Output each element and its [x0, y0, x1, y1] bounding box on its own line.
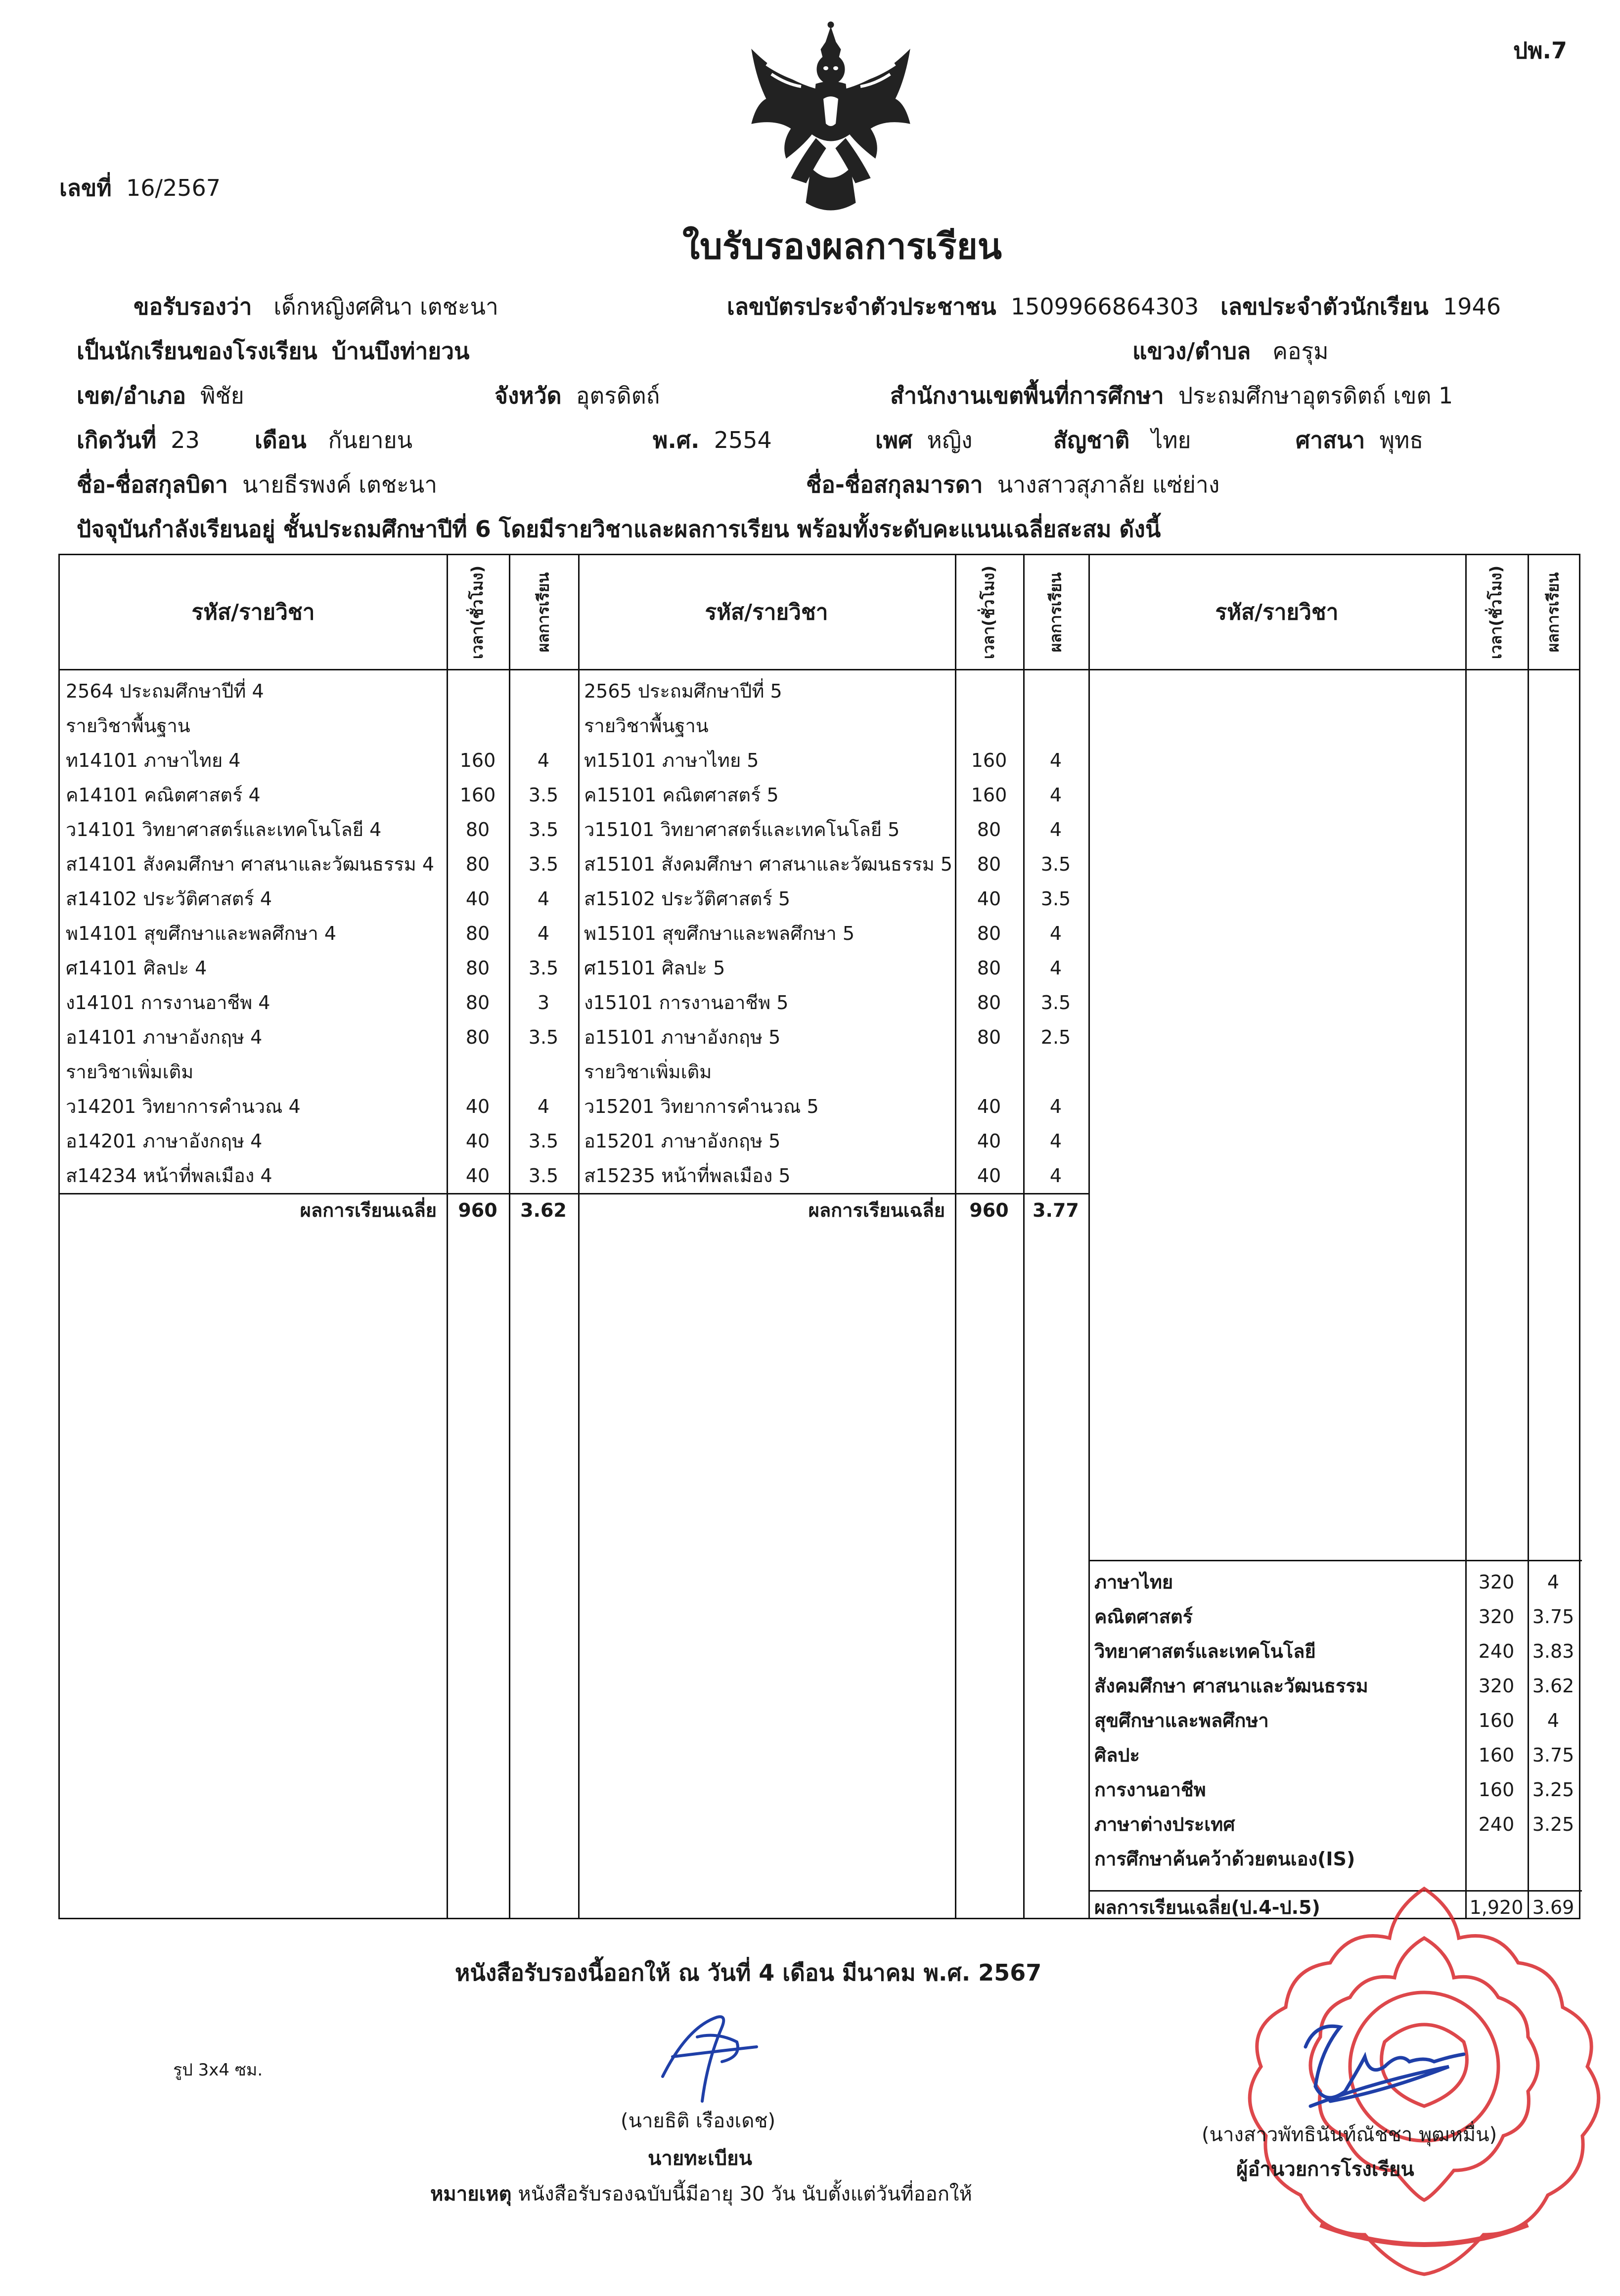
subject-grade: 4: [1049, 750, 1062, 771]
subject-name: 2564 ประถมศึกษาปีที่ 4: [66, 680, 264, 702]
subject-name: รายวิชาพื้นฐาน: [66, 715, 190, 737]
summary-row: [1088, 1599, 1579, 1634]
subject-name: ง15101 การงานอาชีพ 5: [584, 992, 789, 1014]
table-row: [60, 1020, 578, 1055]
subject-grade: 3.5: [528, 853, 559, 875]
subject-grade: 3.5: [1040, 888, 1071, 910]
table-row: [578, 1158, 1088, 1193]
subject-grade: 3.5: [528, 784, 559, 806]
subject-name: ว15101 วิทยาศาสตร์และเทคโนโลยี 5: [584, 819, 900, 840]
subject-name: ว15201 วิทยาการคำนวณ 5: [584, 1096, 819, 1117]
average-hours: 960: [969, 1199, 1009, 1221]
table-row: [60, 1055, 578, 1089]
school-line: เป็นนักเรียนของโรงเรียน บ้านบึงท่ายวน: [77, 338, 470, 364]
summary-hours: 320: [1478, 1675, 1515, 1697]
religion-line: ศาสนา พุทธ: [1296, 427, 1424, 453]
average-grade: 3.62: [520, 1199, 567, 1221]
header-subject-1: รหัส/รายวิชา: [191, 600, 315, 625]
table-row: [60, 916, 578, 951]
subject-grade: 4: [1049, 819, 1062, 840]
subject-name: ศ14101 ศิลปะ 4: [66, 957, 207, 979]
subject-grade: 3.5: [528, 957, 559, 979]
nationality-line: สัญชาติ ไทย: [1053, 427, 1191, 453]
subject-name: อ14201 ภาษาอังกฤษ 4: [66, 1130, 263, 1152]
table-row: [578, 985, 1088, 1020]
subject-grade: 4: [1049, 1096, 1062, 1117]
table-row: [578, 882, 1088, 916]
summary-hours: 240: [1478, 1813, 1515, 1835]
summary-hours: 320: [1478, 1571, 1515, 1593]
summary-subject: สุขศึกษาและพลศึกษา: [1094, 1710, 1269, 1731]
subject-grade: 3.5: [1040, 992, 1071, 1014]
header-grade-3: ผลการเรียน: [1543, 572, 1563, 652]
table-row: [578, 916, 1088, 951]
table-row: [60, 882, 578, 916]
subject-hours: 80: [465, 992, 490, 1014]
summary-grade: 3.25: [1532, 1813, 1575, 1835]
header-subject-2: รหัส/รายวิชา: [705, 600, 828, 625]
header-hours-2: เวลา(ชั่วโมง): [979, 565, 998, 659]
subject-hours: 40: [465, 1130, 490, 1152]
summary-row: [1088, 1565, 1579, 1599]
table-row: [60, 674, 578, 708]
summary-subject: วิทยาศาสตร์และเทคโนโลยี: [1094, 1640, 1316, 1662]
table-row: [60, 812, 578, 847]
table-row: [578, 743, 1088, 778]
summary-total-grade: 3.69: [1532, 1897, 1575, 1918]
subject-grade: 4: [1049, 1130, 1062, 1152]
summary-subject: การงานอาชีพ: [1094, 1779, 1206, 1801]
subject-name: ค15101 คณิตศาสตร์ 5: [584, 784, 779, 806]
summary-subject: การศึกษาค้นคว้าด้วยตนเอง(IS): [1094, 1848, 1355, 1870]
subject-grade: 4: [1049, 957, 1062, 979]
subject-hours: 40: [977, 1130, 1001, 1152]
subject-name: ส14234 หน้าที่พลเมือง 4: [66, 1165, 272, 1187]
subject-hours: 80: [465, 923, 490, 944]
subject-hours: 80: [977, 957, 1001, 979]
subject-name: อ15101 ภาษาอังกฤษ 5: [584, 1026, 781, 1048]
summary-row: [1088, 1703, 1579, 1738]
header-hours-1: เวลา(ชั่วโมง): [468, 565, 487, 659]
subject-grade: 2.5: [1040, 1026, 1071, 1048]
table-row: [578, 708, 1088, 743]
summary-grade: 4: [1547, 1710, 1560, 1731]
current-status: ปัจจุบันกำลังเรียนอยู่ ชั้นประถมศึกษาปีที่ 6 โดยมีรายวิชาและผลการเรียน พร้อมทั้งระดับคะแนนเฉลี่ยสะสม ดังนี้: [77, 516, 1161, 542]
subject-name: พ15101 สุขศึกษาและพลศึกษา 5: [584, 923, 855, 944]
table-row: [578, 951, 1088, 985]
director-name: (นางสาวพัทธินันท์ณัชชา พุฒหมื่น): [1202, 2123, 1497, 2146]
summary-row: [1088, 1772, 1579, 1807]
subject-hours: 80: [977, 992, 1001, 1014]
subject-grade: 3.5: [528, 1026, 559, 1048]
table-row: [578, 1020, 1088, 1055]
subject-grade: 4: [537, 888, 550, 910]
average-label: ผลการเรียนเฉลี่ย: [300, 1199, 437, 1221]
subject-name: ส14102 ประวัติศาสตร์ 4: [66, 888, 272, 910]
father-line: ชื่อ-ชื่อสกุลบิดา นายธีรพงค์ เตชะนา: [77, 471, 438, 498]
subject-name: ท14101 ภาษาไทย 4: [66, 750, 241, 771]
summary-hours: 320: [1478, 1606, 1515, 1628]
header-subject-3: รหัส/รายวิชา: [1215, 600, 1339, 625]
subject-name: ค14101 คณิตศาสตร์ 4: [66, 784, 261, 806]
table-row: [60, 1089, 578, 1124]
table-row: [578, 1089, 1088, 1124]
summary-grade: 3.83: [1532, 1640, 1575, 1662]
birth-day-line: เกิดวันที่ 23: [77, 427, 200, 453]
average-grade: 3.77: [1033, 1199, 1079, 1221]
summary-total-hours: 1,920: [1469, 1897, 1524, 1918]
summary-row: [1088, 1634, 1579, 1669]
table-row: [60, 1158, 578, 1193]
summary-hours: 160: [1478, 1779, 1515, 1801]
subject-hours: 40: [465, 888, 490, 910]
registrar-name: (นายธิติ เรืองเดช): [621, 2110, 776, 2132]
average-hours: 960: [458, 1199, 497, 1221]
subject-name: ส15101 สังคมศึกษา ศาสนาและวัฒนธรรม 5: [584, 853, 953, 875]
subject-hours: 80: [977, 819, 1001, 840]
form-code: ปพ.7: [1513, 37, 1568, 64]
subject-hours: 80: [977, 1026, 1001, 1048]
table-row: [578, 1055, 1088, 1089]
table-row: [578, 812, 1088, 847]
subdistrict-line: แขวง/ตำบล คอรุม: [1132, 338, 1329, 364]
subject-hours: 160: [459, 750, 496, 771]
page-title: ใบรับรองผลการเรียน: [682, 225, 1002, 267]
subject-name: ท15101 ภาษาไทย 5: [584, 750, 759, 771]
subject-hours: 80: [977, 923, 1001, 944]
summary-hours: 240: [1478, 1640, 1515, 1662]
table-row: [578, 1124, 1088, 1158]
subject-hours: 80: [465, 1026, 490, 1048]
subject-hours: 80: [465, 853, 490, 875]
sex-line: เพศ หญิง: [875, 427, 973, 453]
subject-grade: 4: [537, 1096, 550, 1117]
subject-grade: 3.5: [528, 819, 559, 840]
table-row: [60, 985, 578, 1020]
grades-table: [58, 554, 1580, 1919]
average-row: [578, 1193, 1088, 1228]
table-row: [60, 778, 578, 812]
header-hours-3: เวลา(ชั่วโมง): [1486, 565, 1506, 659]
summary-subject: ภาษาต่างประเทศ: [1094, 1813, 1235, 1835]
table-row: [60, 1124, 578, 1158]
director-title: ผู้อำนวยการโรงเรียน: [1236, 2158, 1414, 2181]
subject-hours: 160: [971, 784, 1007, 806]
subject-hours: 40: [465, 1165, 490, 1187]
subject-hours: 40: [977, 888, 1001, 910]
garuda-emblem-icon: [737, 20, 925, 218]
note: หมายเหตุ หนังสือรับรองฉบับนี้มีอายุ 30 วัน นับตั้งแต่วันที่ออกให้: [430, 2183, 972, 2206]
subject-name: ง14101 การงานอาชีพ 4: [66, 992, 270, 1014]
summary-subject: ภาษาไทย: [1094, 1571, 1173, 1593]
table-row: [60, 708, 578, 743]
subject-name: รายวิชาเพิ่มเติม: [66, 1061, 194, 1083]
subject-name: ส14101 สังคมศึกษา ศาสนาและวัฒนธรรม 4: [66, 853, 435, 875]
birth-year-line: พ.ศ. 2554: [653, 427, 772, 453]
subject-grade: 3.5: [528, 1165, 559, 1187]
subject-name: ศ15101 ศิลปะ 5: [584, 957, 725, 979]
subject-grade: 3.5: [1040, 853, 1071, 875]
table-row: [578, 778, 1088, 812]
table-row: [578, 847, 1088, 882]
subject-hours: 80: [465, 957, 490, 979]
summary-hours: 160: [1478, 1744, 1515, 1766]
subject-hours: 80: [465, 819, 490, 840]
subject-name: ว14101 วิทยาศาสตร์และเทคโนโลยี 4: [66, 819, 382, 840]
subject-name: ส15235 หน้าที่พลเมือง 5: [584, 1165, 791, 1187]
summary-subject: คณิตศาสตร์: [1094, 1606, 1193, 1628]
table-row: [60, 743, 578, 778]
subject-name: รายวิชาเพิ่มเติม: [584, 1061, 712, 1083]
subject-name: พ14101 สุขศึกษาและพลศึกษา 4: [66, 923, 336, 944]
district-line: เขต/อำเภอ พิชัย: [77, 382, 244, 409]
subject-name: ว14201 วิทยาการคำนวณ 4: [66, 1096, 301, 1117]
header-grade-1: ผลการเรียน: [534, 572, 553, 652]
subject-name: อ14101 ภาษาอังกฤษ 4: [66, 1026, 263, 1048]
summary-grade: 3.25: [1532, 1779, 1575, 1801]
subject-name: อ15201 ภาษาอังกฤษ 5: [584, 1130, 781, 1152]
registrar-title: นายทะเบียน: [648, 2147, 752, 2170]
table-row: [578, 674, 1088, 708]
summary-hours: 160: [1478, 1710, 1515, 1731]
id-line: เลขบัตรประจำตัวประชาชน 1509966864303 เลขประจำตัวนักเรียน 1946: [727, 293, 1501, 320]
subject-hours: 80: [977, 853, 1001, 875]
subject-hours: 40: [465, 1096, 490, 1117]
average-label: ผลการเรียนเฉลี่ย: [808, 1199, 945, 1221]
birth-month-line: เดือน กันยายน: [255, 427, 413, 453]
table-row: [60, 847, 578, 882]
summary-subject: สังคมศึกษา ศาสนาและวัฒนธรรม: [1094, 1675, 1368, 1697]
summary-grade: 3.75: [1532, 1744, 1575, 1766]
director-signature-icon: [1286, 2007, 1484, 2121]
registrar-signature-icon: [643, 2007, 771, 2106]
subject-hours: 160: [459, 784, 496, 806]
province-line: จังหวัด อุตรดิตถ์: [495, 382, 660, 409]
subject-grade: 4: [1049, 1165, 1062, 1187]
summary-row: [1088, 1738, 1579, 1772]
subject-hours: 40: [977, 1096, 1001, 1117]
summary-row: [1088, 1807, 1579, 1842]
subject-name: รายวิชาพื้นฐาน: [584, 715, 709, 737]
summary-total-label: ผลการเรียนเฉลี่ย(ป.4-ป.5): [1094, 1897, 1320, 1918]
photo-note: รูป 3x4 ซม.: [173, 2060, 263, 2080]
subject-grade: 3.5: [528, 1130, 559, 1152]
subject-grade: 3: [537, 992, 550, 1014]
summary-grade: 3.75: [1532, 1606, 1575, 1628]
header-grade-2: ผลการเรียน: [1046, 572, 1065, 652]
summary-subject: ศิลปะ: [1094, 1744, 1140, 1766]
subject-name: 2565 ประถมศึกษาปีที่ 5: [584, 680, 782, 702]
subject-hours: 160: [971, 750, 1007, 771]
office-line: สำนักงานเขตพื้นที่การศึกษา ประถมศึกษาอุตรดิตถ์ เขต 1: [890, 382, 1453, 409]
average-row: [60, 1193, 578, 1228]
summary-grade: 3.62: [1532, 1675, 1575, 1697]
certify-line: ขอรับรองว่า เด็กหญิงศศินา เตชะนา: [134, 293, 498, 320]
subject-grade: 4: [1049, 923, 1062, 944]
summary-row: [1088, 1669, 1579, 1703]
subject-name: ส15102 ประวัติศาสตร์ 5: [584, 888, 791, 910]
subject-grade: 4: [537, 750, 550, 771]
table-row: [60, 951, 578, 985]
issued-date: หนังสือรับรองนี้ออกให้ ณ วันที่ 4 เดือน มีนาคม พ.ศ. 2567: [455, 1959, 1042, 1986]
mother-line: ชื่อ-ชื่อสกุลมารดา นางสาวสุภาลัย แซ่ย่าง: [806, 471, 1220, 498]
subject-grade: 4: [1049, 784, 1062, 806]
doc-number: เลขที่ 16/2567: [59, 175, 221, 201]
summary-grade: 4: [1547, 1571, 1560, 1593]
summary-row: [1088, 1842, 1579, 1876]
subject-hours: 40: [977, 1165, 1001, 1187]
subject-grade: 4: [537, 923, 550, 944]
